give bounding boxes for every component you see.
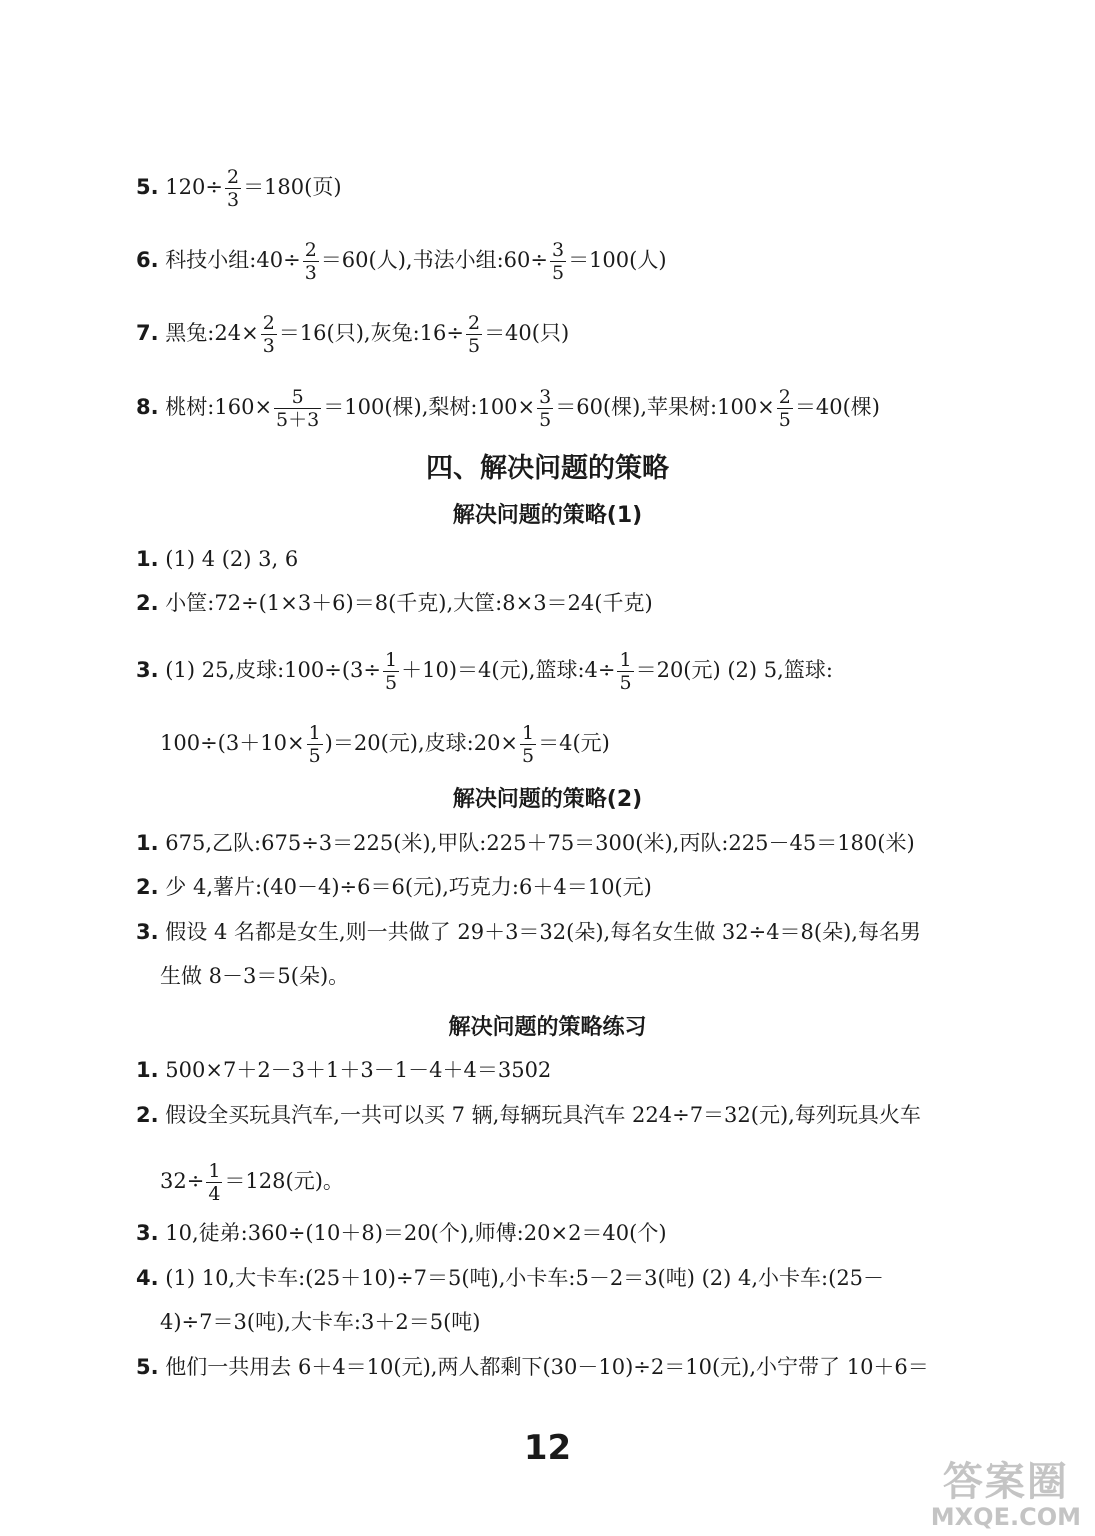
fraction: $\frac{1}{5}$ xyxy=(619,649,632,694)
answer-line-p3-q3: 3. 10,徒弟:360÷(10＋8)＝20(个),师傅:20×2＝40(个) xyxy=(136,1221,667,1245)
question-number: 3. xyxy=(136,658,159,682)
answer-line-p3-q1: 1. 500×7＋2－3＋1＋3－1－4＋4＝3502 xyxy=(136,1058,552,1082)
section-title-part2: 解决问题的策略(2) xyxy=(452,787,643,812)
answer-line-p1-q1: 1. (1) 4 (2) 3, 6 xyxy=(136,547,299,571)
watermark-text: 答案圈 xyxy=(942,1459,1069,1505)
question-number: 6. xyxy=(136,248,159,272)
fraction: $\frac{5}{5+3}$ xyxy=(276,386,320,431)
question-number: 4. xyxy=(136,1266,159,1290)
answer-line-s3-q7: 7. 黑兔:24× $\frac{2}{3}$ ＝16(只),灰兔:16÷ $\frac{2}{5}$ ＝40(只) xyxy=(136,312,570,357)
answer-line-s3-q6: 6. 科技小组:40÷ $\frac{2}{3}$ ＝60(人),书法小组:60÷ $\frac{3}{5}$ ＝100(人) xyxy=(136,239,667,284)
fraction: $\frac{1}{5}$ xyxy=(385,649,398,694)
answer-line-p3-q2-cont: 32÷ $\frac{1}{4}$ ＝128(元)。 xyxy=(160,1160,344,1205)
question-number: 2. xyxy=(136,875,159,899)
question-number: 3. xyxy=(136,1221,159,1245)
answer-line-p1-q3-cont: 100÷(3＋10× $\frac{1}{5}$ )＝20(元),皮球:20× $\frac{1}{5}$ ＝4(元) xyxy=(160,722,610,767)
answer-line-s3-q5: 5. 120÷ $\frac{2}{3}$ ＝180(页) xyxy=(136,166,342,211)
answer-line-p3-q5: 5. 他们一共用去 6＋4＝10(元),两人都剩下(30－10)÷2＝10(元),小宁带了 10＋6＝ xyxy=(136,1355,929,1379)
fraction: $\frac{1}{5}$ xyxy=(308,722,321,767)
question-number: 2. xyxy=(136,1103,159,1127)
fraction: $\frac{2}{5}$ xyxy=(467,312,481,357)
fraction: $\frac{2}{3}$ xyxy=(262,312,275,357)
answer-line-p1-q3: 3. (1) 25,皮球:100÷(3÷ $\frac{1}{5}$ ＋10)＝4(元),篮球:4÷ $\frac{1}{5}$ ＝20(元) (2) 5,篮球: xyxy=(136,649,833,694)
fraction: $\frac{1}{5}$ xyxy=(522,722,535,767)
answer-line-p3-q4: 4. (1) 10,大卡车:(25＋10)÷7＝5(吨),小卡车:5－2＝3(吨) (2) 4,小卡车:(25－ xyxy=(136,1266,885,1290)
fraction: $\frac{3}{5}$ xyxy=(539,386,552,431)
question-number: 5. xyxy=(136,175,159,199)
fraction: $\frac{3}{5}$ xyxy=(551,239,565,284)
answer-line-p1-q2: 2. 小筐:72÷(1×3＋6)＝8(千克),大筐:8×3＝24(千克) xyxy=(136,591,653,615)
question-number: 7. xyxy=(136,321,159,345)
answer-line-p3-q2: 2. 假设全买玩具汽车,一共可以买 7 辆,每辆玩具汽车 224÷7＝32(元),每列玩具火车 xyxy=(136,1103,921,1127)
answer-line-p2-q3: 3. 假设 4 名都是女生,则一共做了 29＋3＝32(朵),每名女生做 32÷4＝8(朵),每名男 xyxy=(136,920,921,944)
answer-line-p2-q2: 2. 少 4,薯片:(40－4)÷6＝6(元),巧克力:6＋4＝10(元) xyxy=(136,875,652,899)
section-title-part3: 解决问题的策略练习 xyxy=(448,1015,647,1040)
watermark-url: MXQE.COM xyxy=(930,1503,1081,1531)
question-number: 3. xyxy=(136,920,159,944)
question-number: 2. xyxy=(136,591,159,615)
fraction: $\frac{2}{3}$ xyxy=(226,166,240,211)
fraction: $\frac{2}{3}$ xyxy=(304,239,317,284)
question-number: 1. xyxy=(136,547,159,571)
fraction: $\frac{2}{5}$ xyxy=(778,386,791,431)
answer-line-s3-q8: 8. 桃树:160× $\frac{5}{5+3}$ ＝100(棵),梨树:100× $\frac{3}{5}$ ＝60(棵),苹果树:100× $\frac{2}{5}$ ＝40(棵) xyxy=(136,386,880,431)
answer-line-p3-q4-cont: 4)÷7＝3(吨),大卡车:3＋2＝5(吨) xyxy=(160,1310,481,1334)
answer-line-p2-q3-cont: 生做 8－3＝5(朵)。 xyxy=(160,964,350,988)
watermark-logo xyxy=(931,1460,1081,1530)
page-number: 12 xyxy=(523,1428,572,1468)
answer-line-p2-q1: 1. 675,乙队:675÷3＝225(米),甲队:225＋75＝300(米),丙队:225－45＝180(米) xyxy=(136,831,915,855)
section-title-part1: 解决问题的策略(1) xyxy=(452,503,643,528)
question-number: 5. xyxy=(136,1355,159,1379)
fraction: $\frac{1}{4}$ xyxy=(208,1160,221,1205)
chapter-title: 四、解决问题的策略 xyxy=(426,453,669,484)
question-number: 1. xyxy=(136,1058,159,1082)
question-number: 1. xyxy=(136,831,159,855)
question-number: 8. xyxy=(136,395,159,419)
